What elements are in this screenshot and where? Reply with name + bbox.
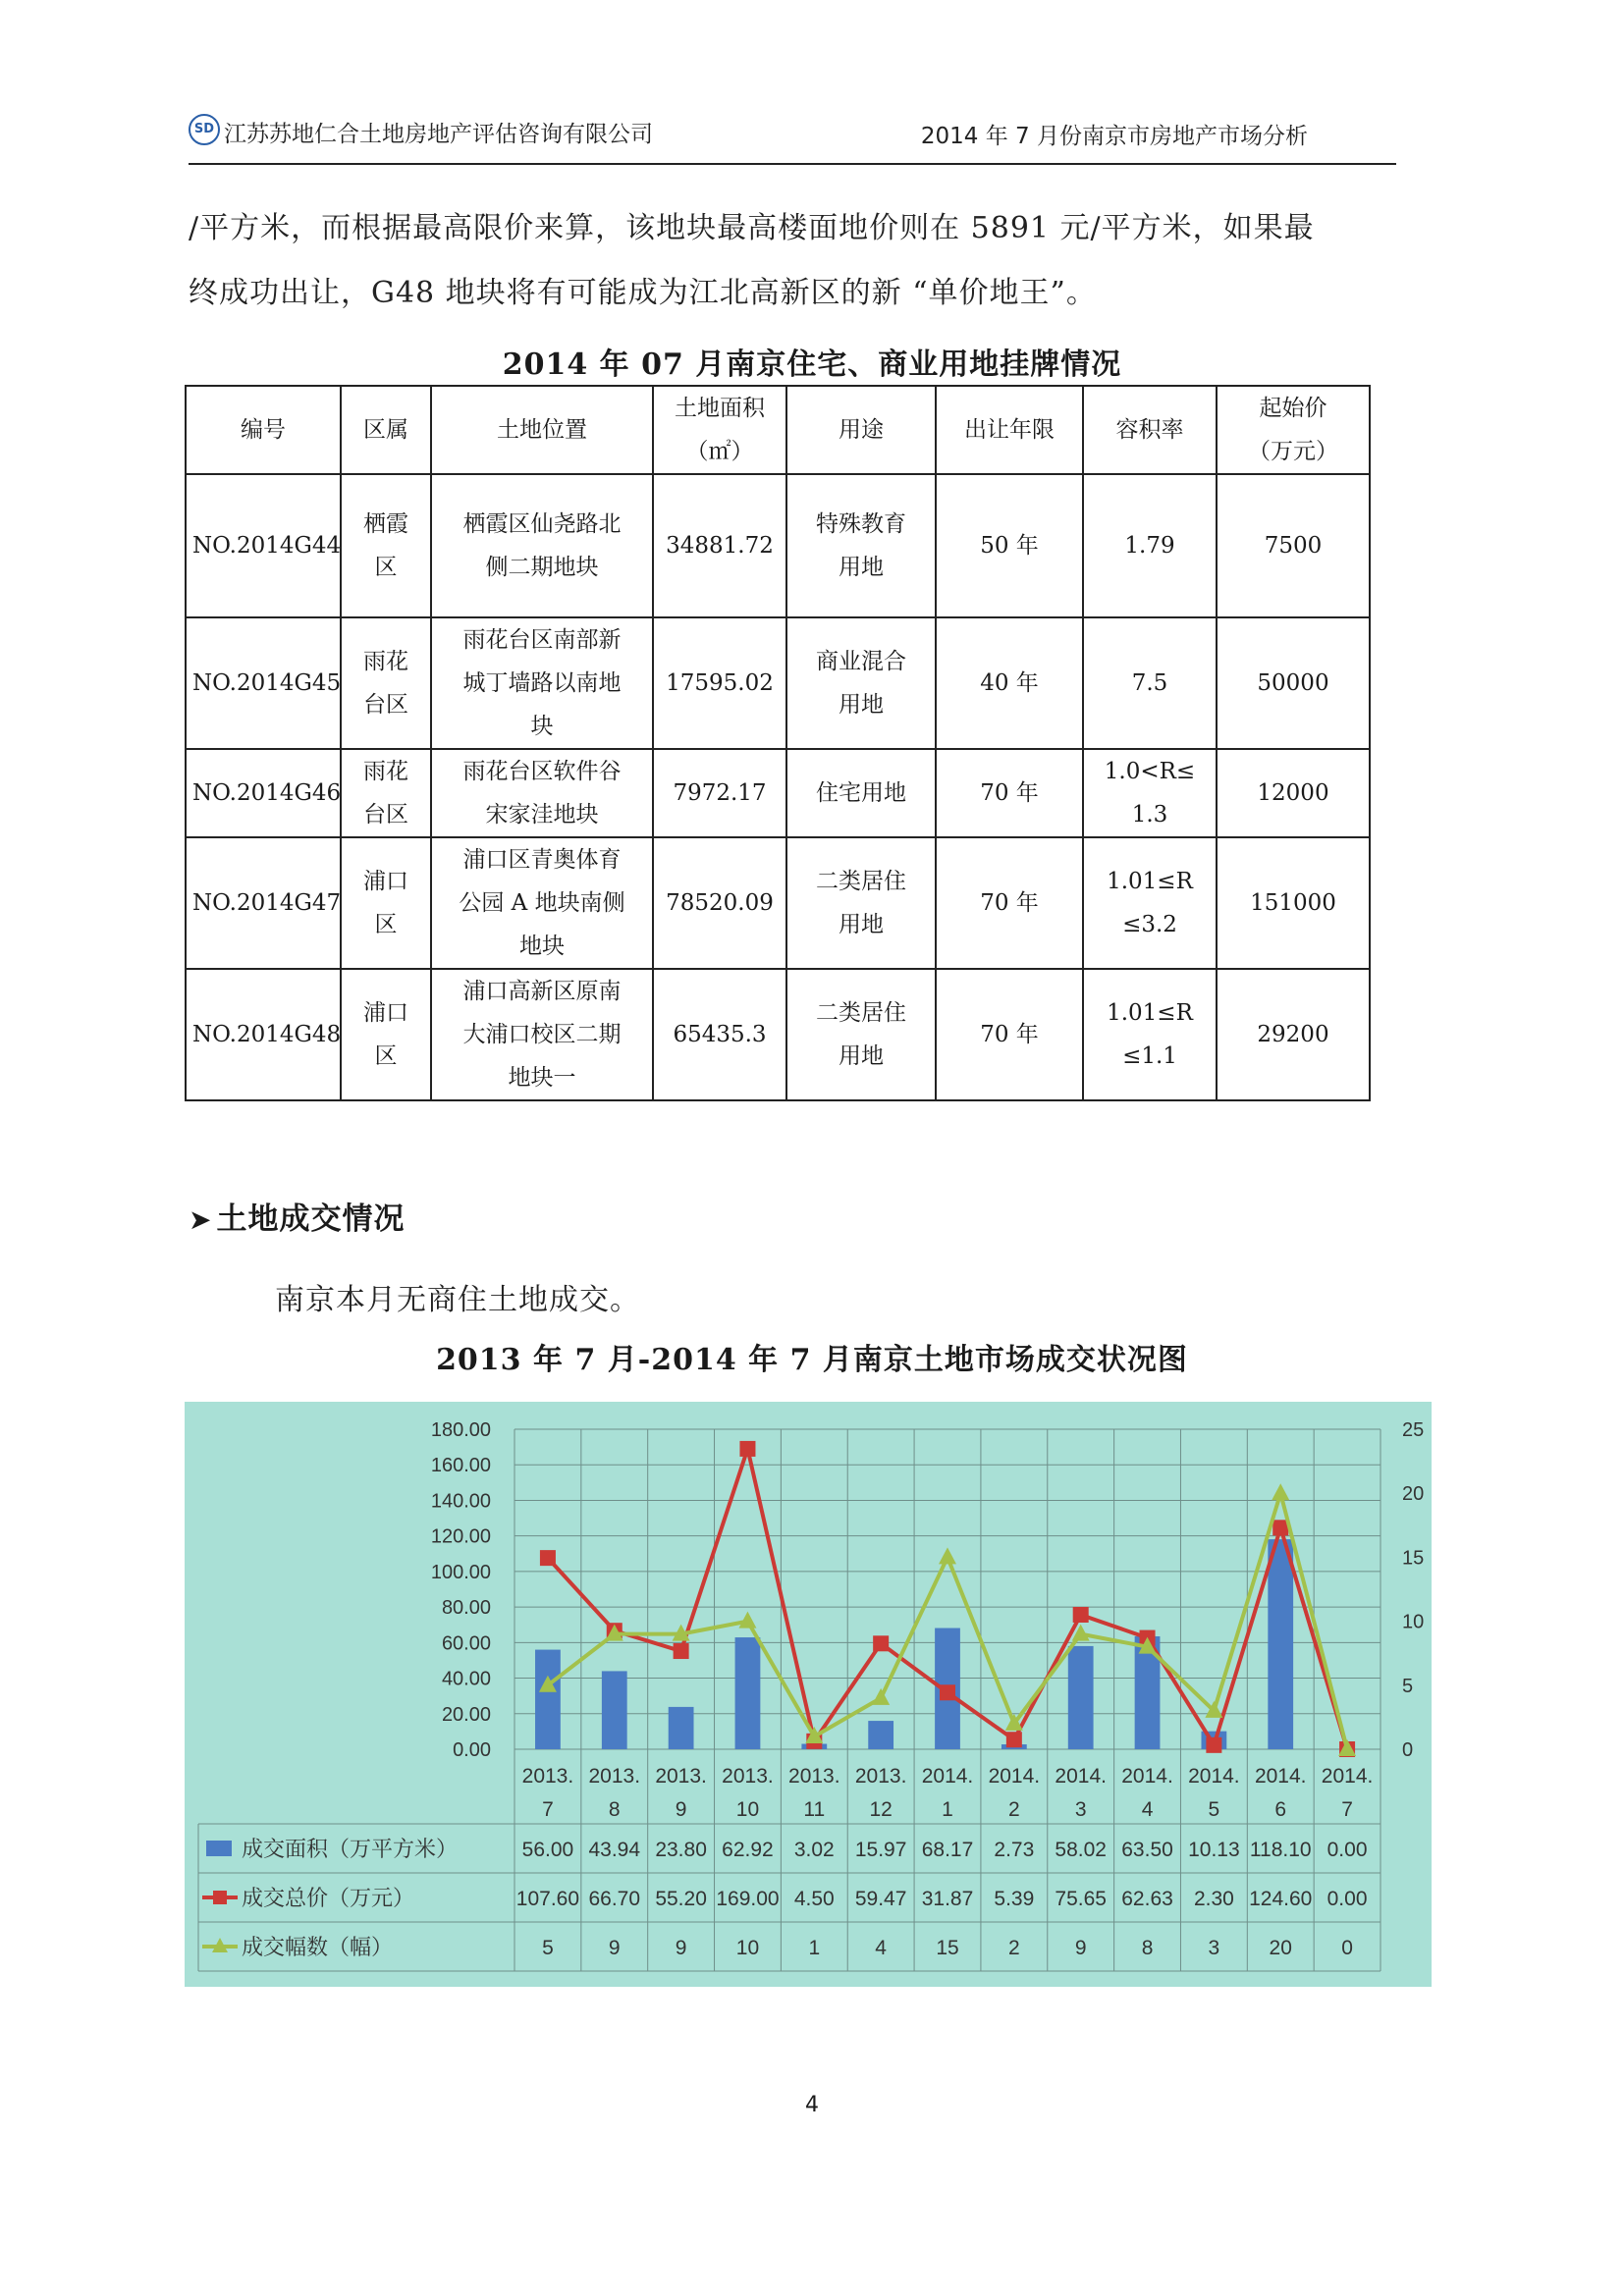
data-label: 10 (735, 1937, 760, 1959)
cell-no-line: NO.2014G44 (192, 533, 342, 559)
cell-location-line: 地块 (519, 934, 565, 959)
company-name: 江苏苏地仁合土地房地产评估咨询有限公司 (224, 122, 653, 147)
data-label: 9 (675, 1937, 687, 1959)
data-label: 8 (1141, 1937, 1154, 1959)
left-axis-tick-label: 20.00 (441, 1703, 491, 1726)
cell-location-line: 大浦口校区二期 (462, 1022, 622, 1047)
header-district: 区属 (341, 386, 431, 474)
cell-district-line: 区 (374, 1043, 398, 1069)
category-label: 7 (1341, 1798, 1353, 1821)
data-label: 59.47 (854, 1888, 907, 1910)
cell-far-line: ≤1.1 (1122, 1043, 1177, 1069)
cell-location-line: 侧二期地块 (485, 555, 599, 580)
cell-no-line: NO.2014G48 (192, 1022, 342, 1047)
data-label: 2.73 (994, 1839, 1035, 1861)
cell-no-line: NO.2014G45 (192, 670, 342, 696)
price-point (540, 1550, 556, 1566)
cell-location-line: 块 (530, 714, 554, 739)
left-axis-tick-label: 40.00 (441, 1668, 491, 1690)
right-axis-tick-label: 20 (1402, 1483, 1425, 1506)
cell-area-line: 78520.09 (666, 890, 774, 916)
category-label: 4 (1141, 1798, 1154, 1821)
data-label: 43.94 (588, 1839, 641, 1861)
category-label: 12 (869, 1798, 893, 1821)
price-point (1073, 1607, 1089, 1623)
header-price-label: 起始价 (1259, 396, 1327, 421)
area-bar (868, 1721, 893, 1749)
data-label: 2.30 (1193, 1888, 1234, 1910)
category-label: 2014. (1188, 1765, 1240, 1788)
category-label: 2013. (588, 1765, 641, 1788)
intro-line-1: /平方米，而根据最高限价来算，该地块最高楼面地价则在 5891 元/平方米，如果最 (189, 211, 1315, 245)
listing-table (185, 385, 1371, 1101)
cell-term-line: 50 年 (980, 533, 1039, 559)
cell-price-line: 12000 (1257, 780, 1329, 806)
category-label: 2013. (854, 1765, 907, 1788)
land-market-chart (185, 1402, 1432, 1987)
cell-area-line: 34881.72 (666, 533, 774, 559)
category-label: 7 (542, 1798, 554, 1821)
area-bar (535, 1650, 561, 1749)
cell-district (341, 474, 431, 617)
data-label: 15.97 (854, 1839, 907, 1861)
right-axis-tick-label: 15 (1402, 1547, 1425, 1570)
header-no: 编号 (186, 386, 341, 474)
price-point (940, 1684, 955, 1700)
category-label: 2 (1008, 1798, 1020, 1821)
section-heading (189, 1194, 405, 1238)
cell-location-line: 浦口区青奥体育 (462, 847, 622, 873)
cell-price-line: 7500 (1264, 533, 1323, 559)
cell-far (1083, 617, 1217, 749)
cell-district-line: 区 (374, 555, 398, 580)
category-label: 2013. (722, 1765, 774, 1788)
header-area (653, 386, 786, 474)
left-axis-tick-label: 160.00 (430, 1455, 491, 1477)
cell-location-line: 地块一 (508, 1065, 576, 1091)
data-label: 107.60 (515, 1888, 580, 1910)
right-axis-tick-label: 0 (1402, 1739, 1414, 1761)
cell-price (1217, 969, 1370, 1100)
page-number: 4 (805, 2093, 819, 2117)
cell-far (1083, 837, 1217, 969)
price-point (1206, 1737, 1221, 1753)
data-label: 20 (1269, 1937, 1292, 1959)
cell-district-line: 雨花 (363, 649, 408, 674)
cell-use (786, 474, 936, 617)
cell-use (786, 837, 936, 969)
right-axis-tick-label: 5 (1402, 1675, 1414, 1697)
left-axis-tick-label: 180.00 (430, 1419, 491, 1441)
cell-use (786, 749, 936, 837)
cell-far-line: 1.01≤R (1107, 1000, 1193, 1026)
header-price-unit: （万元） (1248, 439, 1338, 464)
data-label: 0 (1341, 1937, 1353, 1959)
cell-no-line: NO.2014G47 (192, 890, 342, 916)
cell-use-line: 用地 (839, 555, 884, 580)
data-label: 0.00 (1326, 1888, 1368, 1910)
data-label: 4 (875, 1937, 887, 1959)
data-label: 62.63 (1121, 1888, 1173, 1910)
cell-far-line: 1.0<R≤ (1104, 759, 1196, 784)
cell-term-line: 70 年 (980, 890, 1039, 916)
price-point (1006, 1732, 1022, 1747)
cell-no (186, 749, 341, 837)
cell-far (1083, 474, 1217, 617)
left-axis-tick-label: 120.00 (430, 1525, 491, 1548)
cell-area-line: 7972.17 (673, 780, 767, 806)
cell-area (653, 617, 786, 749)
header-use: 用途 (786, 386, 936, 474)
cell-location (431, 617, 653, 749)
cell-far-line: 1.01≤R (1107, 869, 1193, 894)
area-bar (735, 1637, 761, 1749)
cell-use-line: 用地 (839, 912, 884, 937)
category-label: 1 (942, 1798, 953, 1821)
data-label: 9 (608, 1937, 621, 1959)
cell-use-line: 用地 (839, 692, 884, 718)
data-label: 0.00 (1326, 1839, 1368, 1861)
data-label: 4.50 (793, 1888, 835, 1910)
cell-far-line: 7.5 (1131, 670, 1168, 696)
cell-district (341, 969, 431, 1100)
cell-far-line: 1.3 (1131, 802, 1168, 828)
data-label: 63.50 (1121, 1839, 1173, 1861)
cell-location-line: 公园 A 地块南侧 (459, 890, 625, 916)
category-label: 3 (1074, 1798, 1087, 1821)
cell-district-line: 浦口 (363, 869, 408, 894)
data-label: 5 (542, 1937, 554, 1959)
cell-term-line: 70 年 (980, 1022, 1039, 1047)
cell-area (653, 749, 786, 837)
cell-no (186, 837, 341, 969)
data-label: 75.65 (1055, 1888, 1107, 1910)
cell-use-line: 二类居住 (816, 1000, 906, 1026)
data-label: 2 (1008, 1937, 1020, 1959)
table-row (186, 969, 1370, 1100)
category-label: 2013. (788, 1765, 840, 1788)
cell-price (1217, 837, 1370, 969)
data-label: 55.20 (655, 1888, 707, 1910)
category-label: 5 (1208, 1798, 1220, 1821)
data-label: 1 (808, 1937, 821, 1959)
left-axis-tick-label: 100.00 (430, 1561, 491, 1583)
legend-label: 成交面积（万平方米） (242, 1837, 459, 1861)
area-bar (1068, 1646, 1094, 1749)
legend-label: 成交总价（万元） (242, 1886, 415, 1910)
cell-far (1083, 969, 1217, 1100)
cell-far-line: 1.79 (1124, 533, 1175, 559)
cell-use-line: 商业混合 (816, 649, 906, 674)
cell-district-line: 台区 (363, 692, 408, 718)
section-heading-text: 土地成交情况 (216, 1201, 406, 1237)
cell-location (431, 749, 653, 837)
header-area-unit: （㎡） (685, 439, 754, 464)
cell-district (341, 749, 431, 837)
table-header-row (186, 386, 1370, 474)
category-label: 2014. (1254, 1765, 1307, 1788)
cell-term (936, 969, 1083, 1100)
arrow-bullet-icon: ➤ (189, 1203, 213, 1236)
intro-line-2: 终成功出让，G48 地块将有可能成为江北高新区的新 “单价地王”。 (189, 276, 1097, 310)
cell-term-line: 40 年 (980, 670, 1039, 696)
cell-no (186, 969, 341, 1100)
cell-price (1217, 474, 1370, 617)
data-label: 124.60 (1249, 1888, 1313, 1910)
cell-location (431, 474, 653, 617)
table-row (186, 474, 1370, 617)
category-label: 2014. (1321, 1765, 1374, 1788)
category-label: 2013. (655, 1765, 707, 1788)
cell-use-line: 用地 (839, 1043, 884, 1069)
data-label: 15 (936, 1937, 959, 1959)
cell-use (786, 617, 936, 749)
cell-location (431, 837, 653, 969)
left-axis-tick-label: 80.00 (441, 1597, 491, 1620)
cell-location-line: 栖霞区仙尧路北 (462, 511, 622, 537)
cell-term (936, 837, 1083, 969)
cell-far-line: ≤3.2 (1122, 912, 1177, 937)
cell-price-line: 50000 (1257, 670, 1329, 696)
data-label: 58.02 (1055, 1839, 1107, 1861)
data-label: 9 (1074, 1937, 1087, 1959)
legend-marker-square (213, 1891, 227, 1904)
category-label: 2014. (1055, 1765, 1107, 1788)
data-label: 68.17 (921, 1839, 974, 1861)
cell-location-line: 城丁墙路以南地 (462, 670, 622, 696)
price-point (1272, 1520, 1288, 1535)
cell-area-line: 17595.02 (666, 670, 774, 696)
data-label: 23.80 (655, 1839, 707, 1861)
legend-label: 成交幅数（幅） (242, 1935, 394, 1959)
cell-term (936, 474, 1083, 617)
data-label: 62.92 (722, 1839, 774, 1861)
cell-use-line: 二类居住 (816, 869, 906, 894)
page-header (189, 110, 1396, 165)
cell-use-line: 住宅用地 (816, 780, 906, 806)
price-point (739, 1441, 755, 1457)
area-bar (602, 1671, 627, 1749)
header-price (1217, 386, 1370, 474)
cell-price (1217, 749, 1370, 837)
data-label: 31.87 (921, 1888, 974, 1910)
cell-district-line: 栖霞 (363, 511, 408, 537)
data-label: 3.02 (793, 1839, 835, 1861)
category-label: 2014. (988, 1765, 1041, 1788)
cell-district (341, 837, 431, 969)
table-row (186, 749, 1370, 837)
cell-price-line: 151000 (1250, 890, 1336, 916)
cell-no (186, 474, 341, 617)
cell-area-line: 65435.3 (673, 1022, 767, 1047)
header-term: 出让年限 (936, 386, 1083, 474)
cell-area (653, 969, 786, 1100)
category-label: 8 (608, 1798, 621, 1821)
price-point (873, 1635, 889, 1651)
cell-term (936, 749, 1083, 837)
chart-title: 2013 年 7 月-2014 年 7 月南京土地市场成交状况图 (436, 1343, 1188, 1377)
cell-location-line: 雨花台区软件谷 (462, 759, 622, 784)
section-text: 南京本月无商住土地成交。 (275, 1283, 640, 1317)
data-label: 10.13 (1188, 1839, 1240, 1861)
cell-price-line: 29200 (1257, 1022, 1329, 1047)
cell-price (1217, 617, 1370, 749)
cell-term-line: 70 年 (980, 780, 1039, 806)
category-label: 11 (803, 1798, 826, 1821)
table-row (186, 837, 1370, 969)
table-row (186, 617, 1370, 749)
chart-container (185, 1402, 1432, 1987)
data-label: 66.70 (588, 1888, 641, 1910)
cell-location-line: 宋家洼地块 (485, 802, 599, 828)
cell-district-line: 区 (374, 912, 398, 937)
left-axis-tick-label: 140.00 (430, 1490, 491, 1513)
cell-use (786, 969, 936, 1100)
data-label: 169.00 (716, 1888, 780, 1910)
area-bar (669, 1707, 694, 1749)
header-area-label: 土地面积 (675, 396, 765, 421)
company-logo-icon: SD (189, 114, 220, 145)
category-label: 6 (1274, 1798, 1287, 1821)
category-label: 2014. (921, 1765, 974, 1788)
cell-no-line: NO.2014G46 (192, 780, 342, 806)
category-label: 2013. (521, 1765, 574, 1788)
header-location: 土地位置 (431, 386, 653, 474)
category-label: 10 (735, 1798, 760, 1821)
data-label: 5.39 (994, 1888, 1035, 1910)
cell-no (186, 617, 341, 749)
data-label: 56.00 (521, 1839, 574, 1861)
cell-location (431, 969, 653, 1100)
cell-term (936, 617, 1083, 749)
left-axis-tick-label: 60.00 (441, 1632, 491, 1655)
cell-district-line: 台区 (363, 802, 408, 828)
price-point (674, 1643, 689, 1659)
cell-district (341, 617, 431, 749)
right-axis-tick-label: 25 (1402, 1419, 1425, 1441)
report-title: 2014 年 7 月份南京市房地产市场分析 (920, 124, 1308, 149)
area-bar (1268, 1539, 1293, 1749)
header-far: 容积率 (1083, 386, 1217, 474)
legend-bar-swatch (206, 1841, 232, 1856)
cell-location-line: 雨花台区南部新 (462, 627, 622, 653)
data-label: 118.10 (1249, 1839, 1312, 1861)
cell-area (653, 474, 786, 617)
listing-table-title: 2014 年 07 月南京住宅、商业用地挂牌情况 (502, 347, 1122, 382)
cell-location-line: 浦口高新区原南 (462, 979, 622, 1004)
category-label: 9 (675, 1798, 687, 1821)
cell-far (1083, 749, 1217, 837)
right-axis-tick-label: 10 (1402, 1611, 1425, 1633)
cell-use-line: 特殊教育 (816, 511, 906, 537)
data-label: 3 (1208, 1937, 1220, 1959)
category-label: 2014. (1121, 1765, 1173, 1788)
cell-district-line: 雨花 (363, 759, 408, 784)
left-axis-tick-label: 0.00 (453, 1739, 491, 1761)
cell-district-line: 浦口 (363, 1000, 408, 1026)
cell-area (653, 837, 786, 969)
